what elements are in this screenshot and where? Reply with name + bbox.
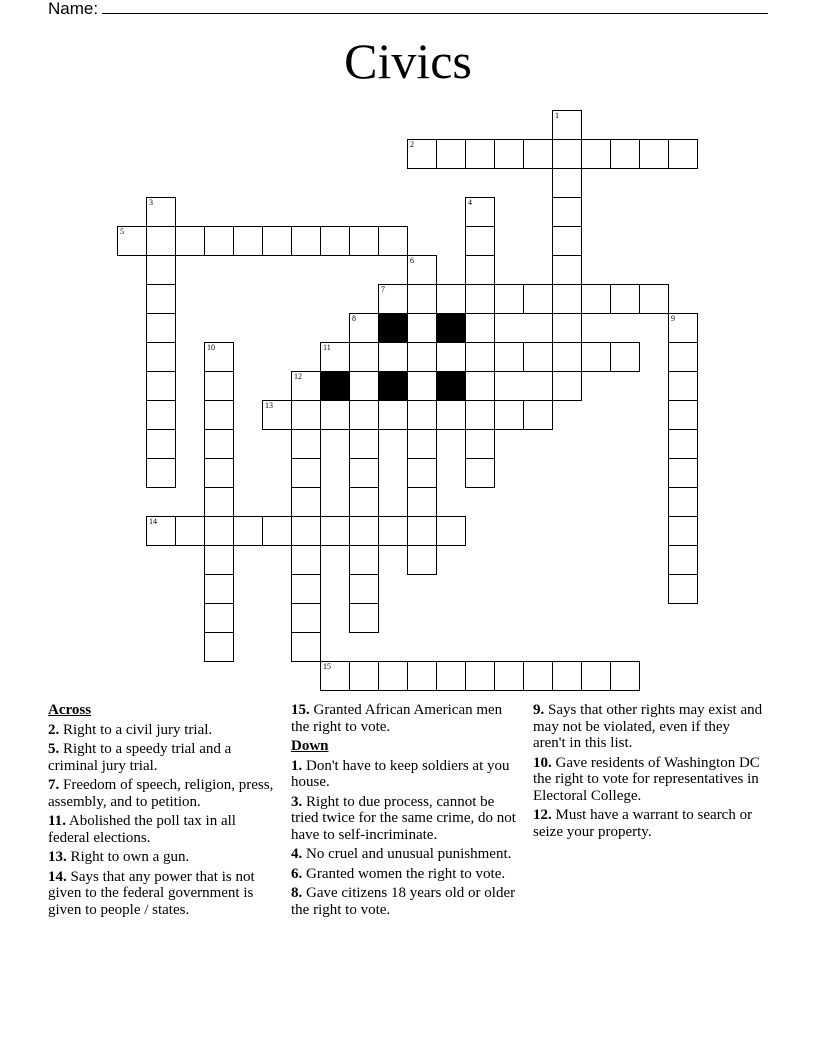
grid-cell[interactable]	[146, 516, 176, 546]
grid-cell[interactable]	[349, 400, 379, 430]
grid-cell[interactable]	[146, 313, 176, 343]
grid-cell[interactable]	[146, 284, 176, 314]
grid-cell[interactable]	[668, 342, 698, 372]
clue-number: 14	[149, 517, 157, 526]
grid-cell[interactable]	[291, 458, 321, 488]
grid-cell[interactable]	[436, 400, 466, 430]
clue-number: 3	[149, 198, 153, 207]
grid-cell[interactable]	[552, 371, 582, 401]
grid-cell[interactable]	[349, 574, 379, 604]
grid-cell[interactable]	[610, 139, 640, 169]
clue-across-2: 2. Right to a civil jury trial.	[48, 721, 213, 738]
grid-cell[interactable]	[465, 313, 495, 343]
grid-cell[interactable]	[436, 284, 466, 314]
grid-cell[interactable]	[668, 574, 698, 604]
grid-cell[interactable]	[465, 458, 495, 488]
grid-cell[interactable]	[378, 284, 408, 314]
grid-cell[interactable]	[552, 139, 582, 169]
grid-cell[interactable]	[146, 458, 176, 488]
grid-cell[interactable]	[407, 516, 437, 546]
grid-cell[interactable]	[291, 371, 321, 401]
across-heading: Across	[48, 702, 92, 718]
grid-cell[interactable]	[668, 429, 698, 459]
grid-cell[interactable]	[581, 139, 611, 169]
grid-cell[interactable]	[523, 400, 553, 430]
grid-cell[interactable]	[291, 574, 321, 604]
grid-cell[interactable]	[552, 255, 582, 285]
clue-number: 9	[671, 314, 675, 323]
grid-cell[interactable]	[204, 632, 234, 662]
grid-cell[interactable]	[349, 458, 379, 488]
grid-cell[interactable]	[349, 516, 379, 546]
grid-cell[interactable]	[465, 400, 495, 430]
grid-cell[interactable]	[494, 284, 524, 314]
clue-down-6: 6. Granted women the right to vote.	[291, 865, 506, 882]
grid-cell[interactable]	[494, 342, 524, 372]
grid-cell[interactable]	[668, 487, 698, 517]
grid-cell[interactable]	[204, 429, 234, 459]
grid-cell[interactable]	[349, 429, 379, 459]
grid-cell[interactable]	[204, 545, 234, 575]
clue-across-13: 13. Right to own a gun.	[48, 849, 190, 865]
grid-cell[interactable]	[291, 632, 321, 662]
grid-block-cell	[378, 371, 408, 401]
grid-cell[interactable]	[668, 371, 698, 401]
grid-cell[interactable]	[552, 226, 582, 256]
grid-cell[interactable]	[349, 661, 379, 691]
clue-number: 6	[410, 256, 414, 265]
grid-cell[interactable]	[407, 400, 437, 430]
grid-cell[interactable]	[523, 661, 553, 691]
grid-cell[interactable]	[378, 661, 408, 691]
grid-cell[interactable]	[349, 487, 379, 517]
clue-number: 8	[352, 314, 356, 323]
grid-cell[interactable]	[668, 458, 698, 488]
grid-cell[interactable]	[523, 284, 553, 314]
grid-cell[interactable]	[349, 342, 379, 372]
grid-cell[interactable]	[436, 516, 466, 546]
grid-cell[interactable]	[523, 139, 553, 169]
grid-cell[interactable]	[436, 661, 466, 691]
grid-cell[interactable]	[291, 487, 321, 517]
grid-cell[interactable]	[465, 226, 495, 256]
grid-cell[interactable]	[204, 574, 234, 604]
grid-cell[interactable]	[610, 342, 640, 372]
grid-cell[interactable]	[668, 139, 698, 169]
grid-cell[interactable]	[668, 313, 698, 343]
grid-cell[interactable]	[407, 545, 437, 575]
clue-down-10: 10. Gave residents of Washington DC the right to vote for representatives in Electoral College.	[533, 754, 760, 804]
grid-cell[interactable]	[407, 487, 437, 517]
grid-cell[interactable]	[639, 139, 669, 169]
clue-down-3: 3. Right to due process, cannot be tried twice for the same crime, do not have to self-incriminate.	[291, 793, 516, 843]
grid-cell[interactable]	[320, 661, 350, 691]
grid-cell[interactable]	[204, 371, 234, 401]
grid-block-cell	[436, 313, 466, 343]
grid-cell[interactable]	[552, 342, 582, 372]
grid-cell[interactable]	[291, 400, 321, 430]
grid-cell[interactable]	[262, 400, 292, 430]
grid-cell[interactable]	[465, 661, 495, 691]
grid-cell[interactable]	[436, 139, 466, 169]
grid-cell[interactable]	[552, 313, 582, 343]
grid-cell[interactable]	[117, 226, 147, 256]
grid-cell[interactable]	[146, 342, 176, 372]
grid-block-cell	[436, 371, 466, 401]
grid-cell[interactable]	[349, 313, 379, 343]
grid-cell[interactable]	[262, 516, 292, 546]
grid-cell[interactable]	[494, 139, 524, 169]
grid-cell[interactable]	[175, 226, 205, 256]
clue-across-7: 7. Freedom of speech, religion, press, assembly, and to petition.	[48, 777, 274, 810]
grid-cell[interactable]	[146, 400, 176, 430]
grid-cell[interactable]	[581, 661, 611, 691]
grid-cell[interactable]	[552, 661, 582, 691]
grid-cell[interactable]	[581, 342, 611, 372]
grid-cell[interactable]	[204, 226, 234, 256]
clue-down-8: 8. Gave citizens 18 years old or older the right to vote.	[291, 885, 516, 918]
grid-cell[interactable]	[494, 400, 524, 430]
grid-cell[interactable]	[465, 139, 495, 169]
grid-cell[interactable]	[175, 516, 205, 546]
grid-cell[interactable]	[407, 371, 437, 401]
grid-cell[interactable]	[204, 400, 234, 430]
grid-cell[interactable]	[407, 284, 437, 314]
grid-cell[interactable]	[233, 226, 263, 256]
grid-cell[interactable]	[465, 429, 495, 459]
clue-down-9: 9. Says that other rights may exist and may not be violated, even if they aren't in this list.	[533, 702, 763, 751]
grid-cell[interactable]	[204, 516, 234, 546]
grid-cell[interactable]	[204, 342, 234, 372]
grid-cell[interactable]	[146, 429, 176, 459]
clues-column-2	[291, 702, 523, 921]
grid-cell[interactable]	[349, 603, 379, 633]
grid-cell[interactable]	[378, 516, 408, 546]
clue-number: 10	[207, 343, 215, 352]
grid-cell[interactable]	[407, 313, 437, 343]
grid-cell[interactable]	[407, 429, 437, 459]
grid-cell[interactable]	[668, 516, 698, 546]
clue-number: 12	[294, 372, 302, 381]
clue-across-14: 14. Says that any power that is not given to the federal government is given to people / states.	[48, 868, 255, 918]
clue-number: 1	[555, 111, 559, 120]
down-heading: Down	[291, 738, 329, 754]
grid-cell[interactable]	[610, 284, 640, 314]
grid-cell[interactable]	[581, 284, 611, 314]
clue-down-1: 1. Don't have to keep soldiers at you house.	[291, 757, 510, 790]
grid-cell[interactable]	[291, 545, 321, 575]
clue-number: 7	[381, 285, 385, 294]
clue-across-11: 11. Abolished the poll tax in all federal elections.	[48, 813, 236, 846]
grid-cell[interactable]	[146, 226, 176, 256]
grid-cell[interactable]	[262, 226, 292, 256]
grid-cell[interactable]	[436, 342, 466, 372]
grid-cell[interactable]	[465, 197, 495, 227]
grid-cell[interactable]	[610, 661, 640, 691]
grid-cell[interactable]	[320, 516, 350, 546]
clue-number: 15	[323, 662, 331, 671]
grid-cell[interactable]	[291, 516, 321, 546]
clue-number: 11	[323, 343, 331, 352]
grid-cell[interactable]	[291, 429, 321, 459]
clue-number: 13	[265, 401, 273, 410]
clue-across-15: 15. Granted African American men the right to vote.	[291, 702, 503, 735]
name-label: Name:	[48, 0, 99, 18]
page-title: Civics	[344, 33, 472, 89]
grid-cell[interactable]	[349, 545, 379, 575]
grid-cell[interactable]	[407, 342, 437, 372]
grid-cell[interactable]	[320, 400, 350, 430]
grid-cell[interactable]	[407, 139, 437, 169]
grid-cell[interactable]	[378, 342, 408, 372]
grid-cell[interactable]	[668, 400, 698, 430]
grid-cell[interactable]	[291, 226, 321, 256]
grid-cell[interactable]	[465, 371, 495, 401]
grid-cell[interactable]	[494, 661, 524, 691]
clues-column-1	[48, 702, 278, 921]
grid-cell[interactable]	[146, 197, 176, 227]
grid-cell[interactable]	[378, 226, 408, 256]
grid-cell[interactable]	[320, 342, 350, 372]
grid-cell[interactable]	[349, 371, 379, 401]
grid-cell[interactable]	[523, 342, 553, 372]
grid-cell[interactable]	[378, 400, 408, 430]
grid-cell[interactable]	[320, 226, 350, 256]
grid-block-cell	[320, 371, 350, 401]
grid-cell[interactable]	[552, 197, 582, 227]
grid-cell[interactable]	[349, 226, 379, 256]
grid-cell[interactable]	[465, 342, 495, 372]
grid-cell[interactable]	[146, 371, 176, 401]
grid-cell[interactable]	[146, 255, 176, 285]
grid-cell[interactable]	[407, 255, 437, 285]
grid-cell[interactable]	[668, 545, 698, 575]
grid-cell[interactable]	[465, 255, 495, 285]
grid-cell[interactable]	[465, 284, 495, 314]
clue-down-4: 4. No cruel and unusual punishment.	[291, 846, 512, 862]
grid-cell[interactable]	[204, 458, 234, 488]
clues-column-3	[533, 702, 763, 843]
grid-cell[interactable]	[291, 603, 321, 633]
grid-cell[interactable]	[552, 110, 582, 140]
grid-cell[interactable]	[204, 487, 234, 517]
clue-across-5: 5. Right to a speedy trial and a criminal jury trial.	[48, 741, 232, 774]
grid-cell[interactable]	[639, 284, 669, 314]
grid-cell[interactable]	[552, 284, 582, 314]
grid-cell[interactable]	[407, 661, 437, 691]
clue-number: 5	[120, 227, 124, 236]
clue-number: 2	[410, 140, 414, 149]
grid-block-cell	[378, 313, 408, 343]
grid-cell[interactable]	[204, 603, 234, 633]
clue-number: 4	[468, 198, 472, 207]
grid-cell[interactable]	[233, 516, 263, 546]
grid-cell[interactable]	[407, 458, 437, 488]
clue-down-12: 12. Must have a warrant to search or seize your property.	[533, 807, 753, 840]
grid-cell[interactable]	[552, 168, 582, 198]
